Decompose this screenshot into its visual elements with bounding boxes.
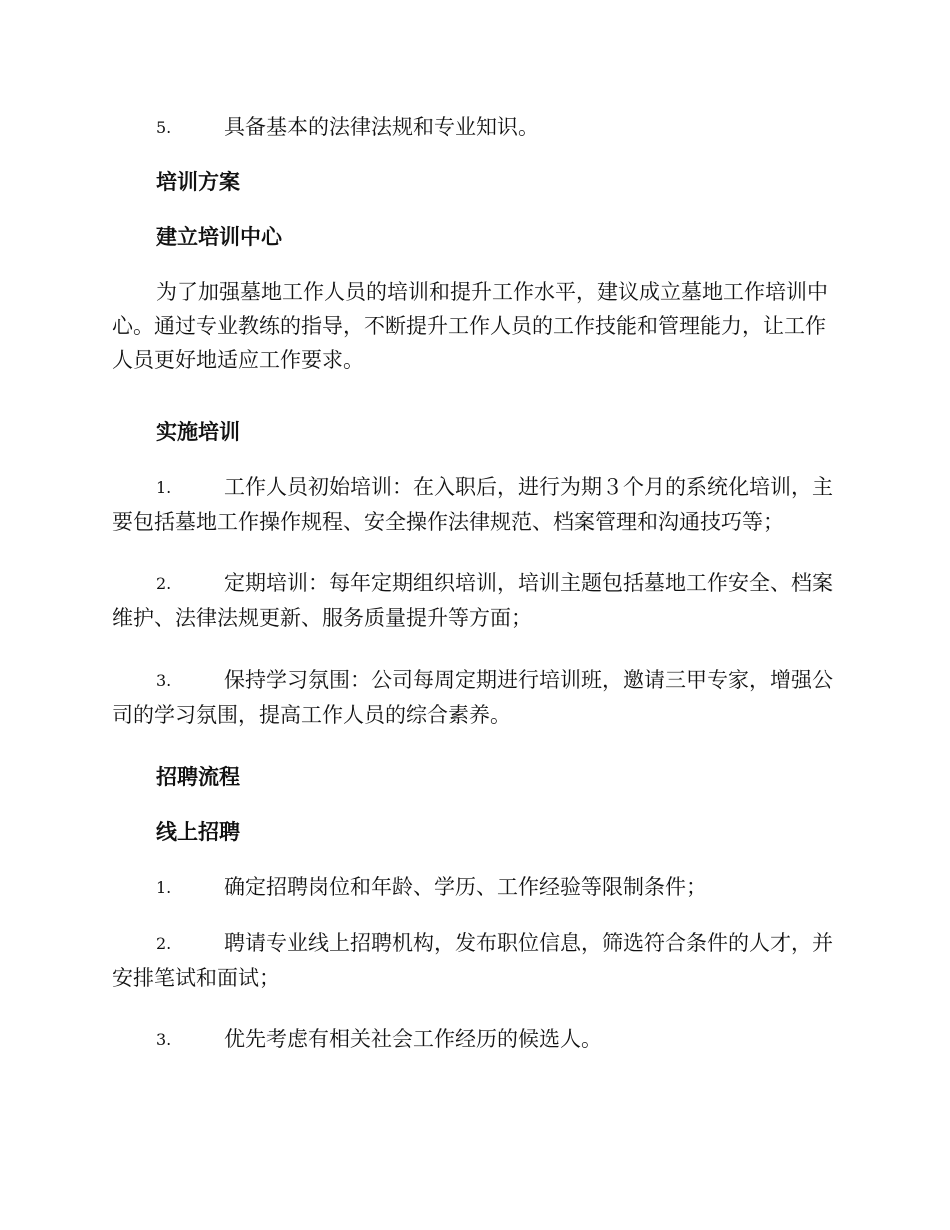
list-item-text: 聘请专业线上招聘机构，发布职位信息，筛选符合条件的人才，并安排笔试和面试；	[112, 931, 833, 990]
list-item-recruit-1	[112, 870, 838, 905]
list-item-requirement-5	[112, 110, 838, 145]
list-item-text: 定期培训：每年定期组织培训，培训主题包括墓地工作安全、档案维护、法律法规更新、服务质量提升等方面；	[112, 571, 833, 630]
list-item-text: 工作人员初始培训：在入职后，进行为期３个月的系统化培训，主要包括墓地工作操作规程、安全操作法律规范、档案管理和沟通技巧等；	[112, 475, 833, 534]
list-item-training-3	[112, 663, 838, 732]
list-item-recruit-2	[112, 926, 838, 995]
list-number: 5.	[156, 118, 172, 137]
list-item-training-2	[112, 566, 838, 635]
list-number: 1.	[156, 878, 172, 897]
list-item-text: 确定招聘岗位和年龄、学历、工作经验等限制条件；	[224, 875, 707, 899]
heading-training-plan: 培训方案	[156, 169, 240, 194]
list-item-recruit-3	[112, 1022, 838, 1057]
list-number: 1.	[156, 478, 172, 497]
list-number: 3.	[156, 1030, 172, 1049]
heading-online-recruitment: 线上招聘	[156, 819, 240, 844]
list-number: 2.	[156, 934, 172, 953]
list-item-text: 优先考虑有相关社会工作经历的候选人。	[224, 1027, 602, 1051]
list-number: 2.	[156, 574, 172, 593]
heading-implement-training: 实施培训	[156, 419, 240, 444]
list-item-text: 具备基本的法律法规和专业知识。	[224, 115, 539, 139]
heading-recruitment-process: 招聘流程	[156, 764, 240, 789]
heading-training-center: 建立培训中心	[156, 224, 282, 249]
list-item-text: 保持学习氛围：公司每周定期进行培训班，邀请三甲专家，增强公司的学习氛围，提高工作人员的综合素养。	[112, 668, 833, 727]
paragraph-training-center: 为了加强墓地工作人员的培训和提升工作水平，建议成立墓地工作培训中心。通过专业教练的指导，不断提升工作人员的工作技能和管理能力，让工作人员更好地适应工作要求。	[112, 280, 828, 372]
list-number: 3.	[156, 671, 172, 690]
list-item-training-1	[112, 470, 838, 539]
